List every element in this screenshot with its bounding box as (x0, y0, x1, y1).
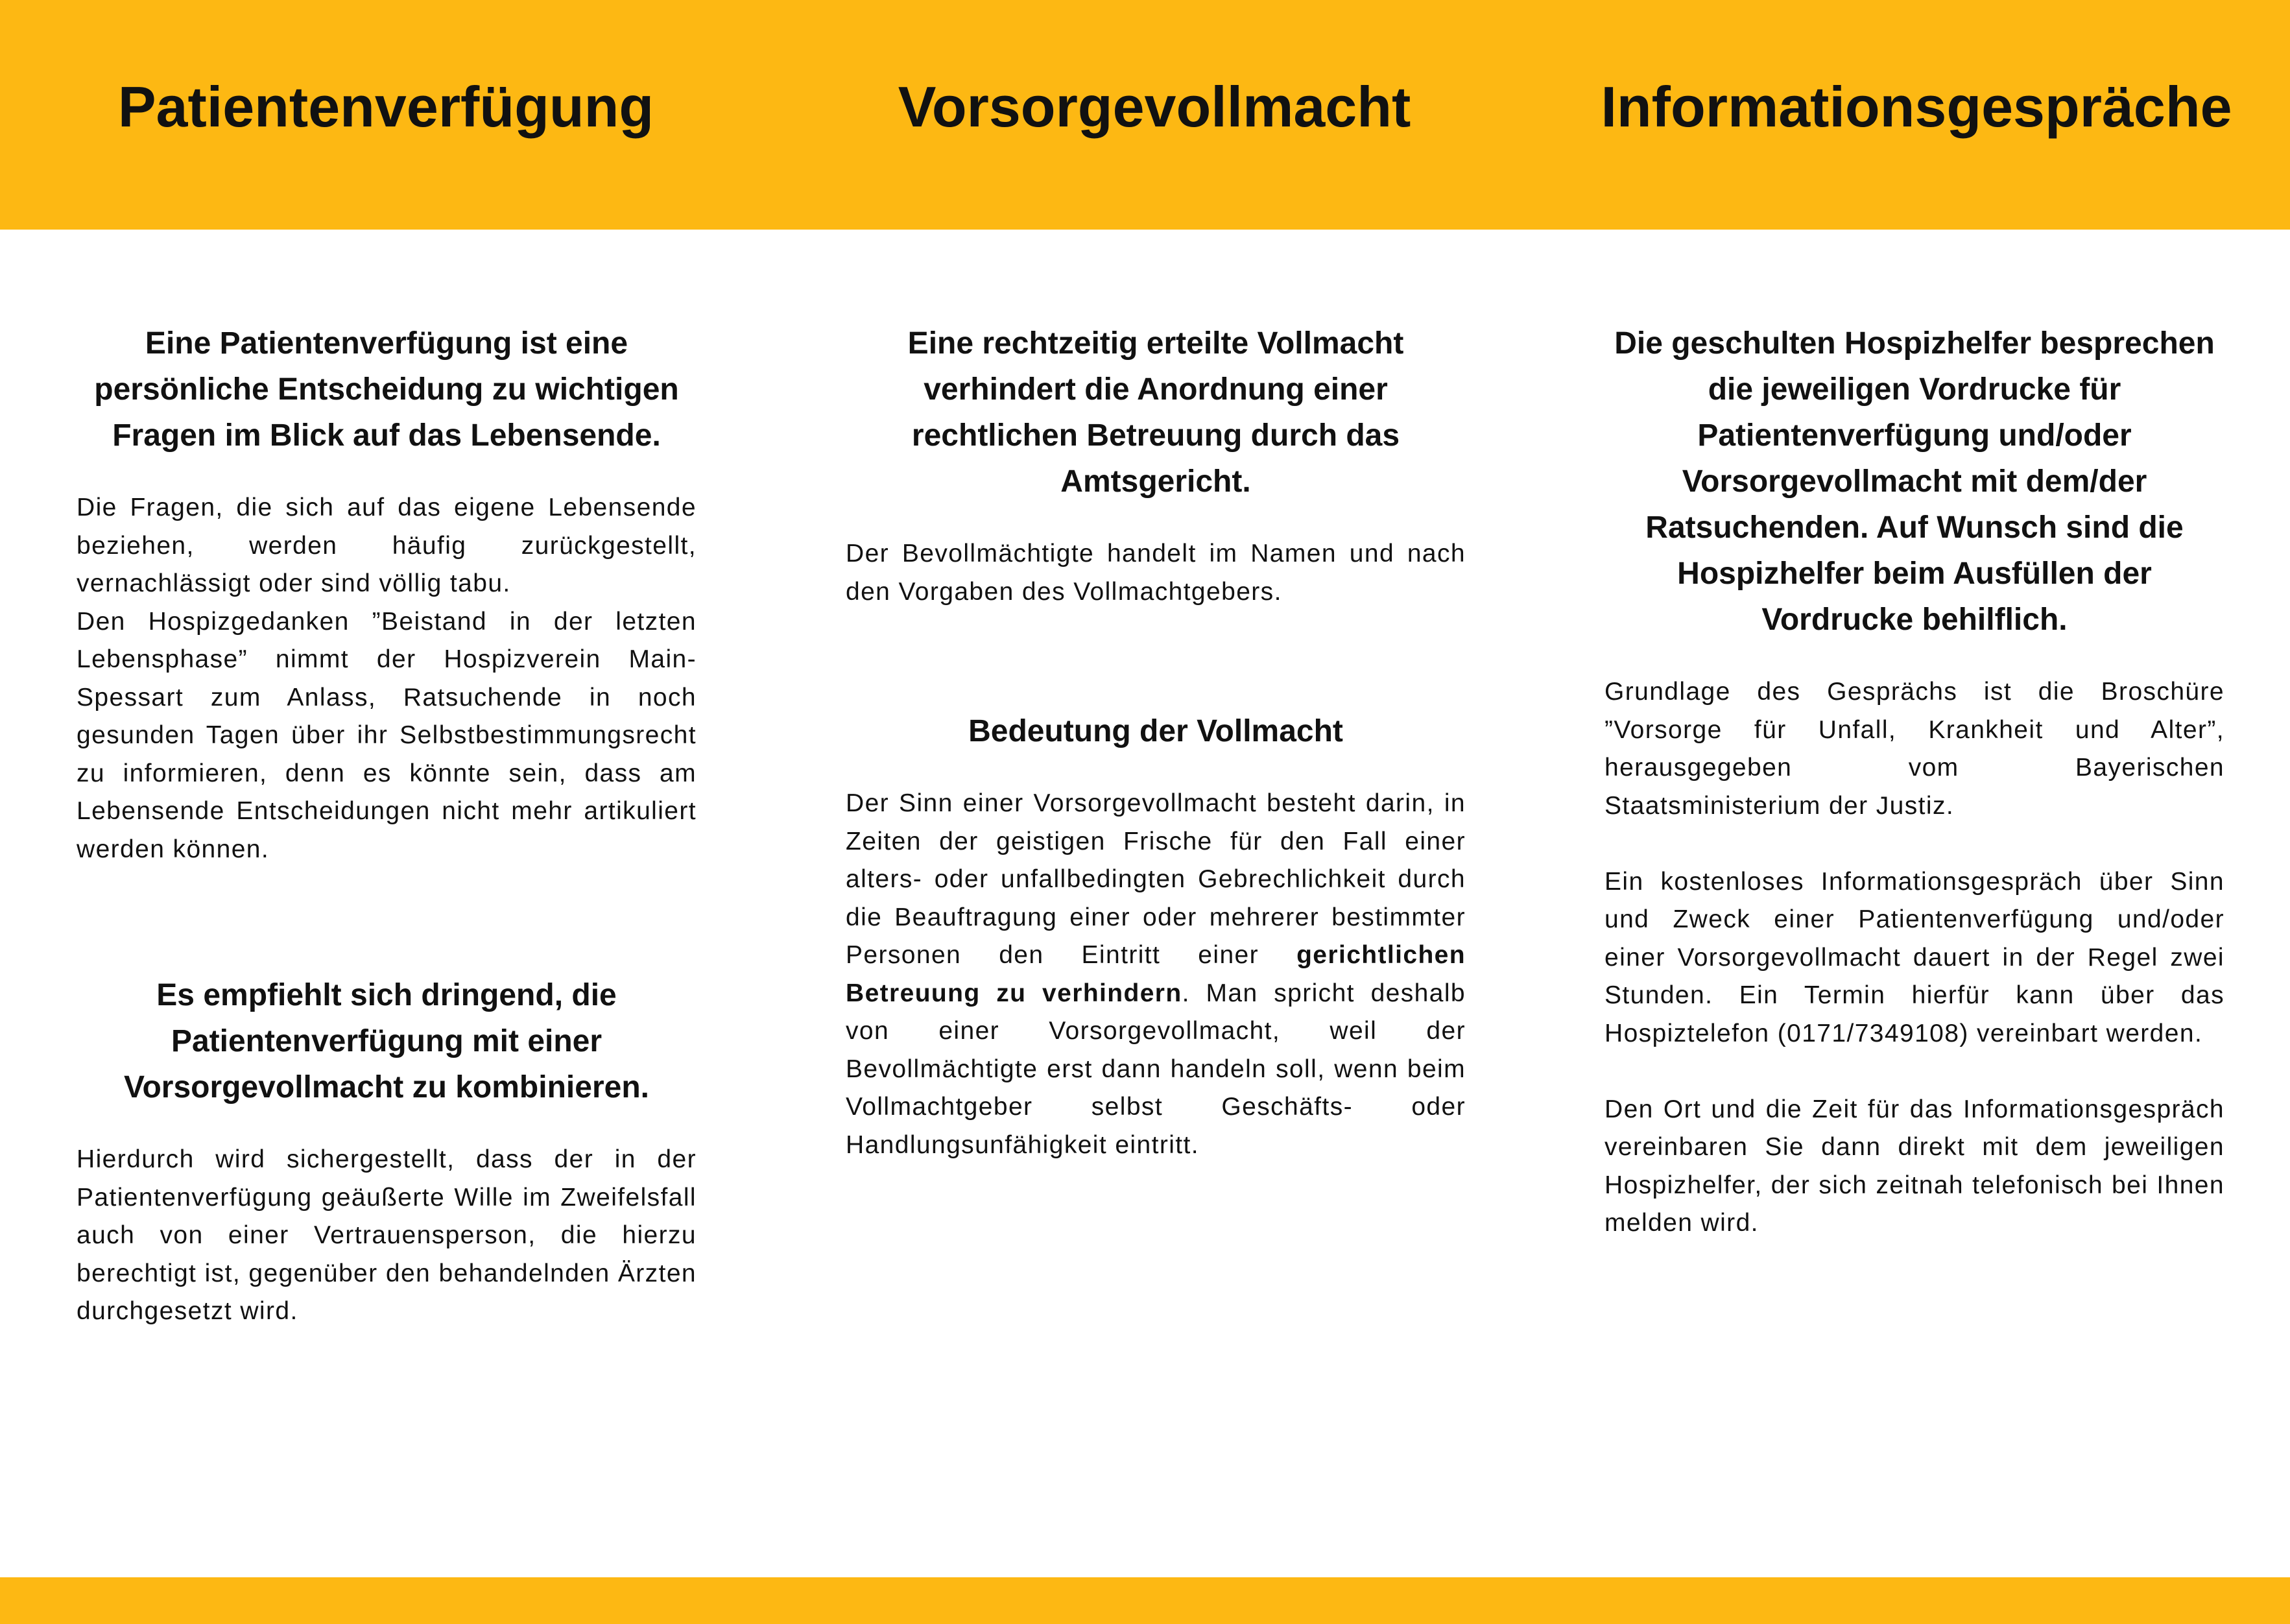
footer-band (0, 1577, 2290, 1624)
lead-text: Eine rechtzeitig erteilte Vollmacht verhindert die Anordnung einer rechtlichen Betreuung durch das Amtsgericht. (907, 326, 1404, 499)
paragraph-emphasis: gerichtlichen Betreuung zu verhindern (846, 941, 1466, 1007)
column-informationsgespraeche (1604, 320, 2224, 1243)
column-vorsorgevollmacht (846, 320, 1466, 1164)
column-patientenverfuegung (77, 320, 697, 1331)
paragraph-part: . Man spricht deshalb von einer Vorsorgevollmacht, weil der Bevollmächtigte erst dann handeln soll, wenn beim Vollmachtgeber selbst Geschäfts- oder Handlungsunfähigkeit eintritt. (846, 979, 1466, 1159)
paragraph: Ein kostenloses Informationsgespräch über Sinn und Zweck einer Patientenverfügung und/oder einer Vorsorgevollmacht dauert in der Regel zwei Stunden. Ein Termin hierfür kann über das Hospiztelefon (0171/7349108) vereinbart werden. (1604, 867, 2224, 1047)
paragraph (846, 785, 1466, 1164)
lead-text: Eine Patientenverfügung ist eine persönliche Entscheidung zu wichtigen Fragen im Blick auf das Lebensende. (94, 326, 679, 453)
title-patientenverfuegung: Patientenverfügung (117, 75, 654, 139)
title-informationsgespraeche: Informationsgespräche (1601, 75, 2232, 139)
title-vorsorgevollmacht: Vorsorgevollmacht (898, 75, 1411, 139)
paragraph: Den Hospizgedanken ”Beistand in der letzten Lebensphase” nimmt der Hospizverein Main-Spessart zum Anlass, Ratsuchende in noch gesunden Tagen über ihr Selbstbestimmungsrecht zu informieren, denn es könnte sein, dass am Lebensende Entscheidungen nicht mehr artikuliert werden können. (77, 607, 697, 863)
paragraph: Die Fragen, die sich auf das eigene Lebensende beziehen, werden häufig zurückgestellt, vernachlässigt oder sind völlig tabu. (77, 494, 697, 597)
paragraph: Den Ort und die Zeit für das Informationsgespräch vereinbaren Sie dann direkt mit dem jeweiligen Hospizhelfer, der sich zeitnah telefonisch bei Ihnen melden wird. (1604, 1095, 2224, 1237)
subheading: Bedeutung der Vollmacht (968, 714, 1343, 748)
paragraph: Hierdurch wird sichergestellt, dass der in der Patientenverfügung geäußerte Wille im Zweifelsfall auch von einer Vertrauensperson, die hierzu berechtigt ist, gegenüber den behandelnden Ärzten durchgesetzt wird. (77, 1145, 697, 1325)
paragraph: Der Bevollmächtigte handelt im Namen und nach den Vorgaben des Vollmachtgebers. (846, 540, 1466, 606)
paragraph-part: Der Sinn einer Vorsorgevollmacht besteht darin, in Zeiten der geistigen Frische für den Fall einer alters- oder unfallbedingten Gebrechlichkeit durch die Beauftragung einer oder mehrerer bestimmter Personen den Eintritt einer (846, 789, 1466, 969)
subheading: Es empfiehlt sich dringend, die Patientenverfügung mit einer Vorsorgevollmacht zu kombinieren. (124, 978, 649, 1105)
lead-text: Die geschulten Hospizhelfer besprechen die jeweiligen Vordrucke für Patientenverfügung und/oder Vorsorgevollmacht mit dem/der Ratsuchenden. Auf Wunsch sind die Hospizhelfer beim Ausfüllen der Vordrucke behilflich. (1614, 326, 2215, 637)
paragraph: Grundlage des Gesprächs ist die Broschüre ”Vorsorge für Unfall, Krankheit und Alter”, herausgegeben vom Bayerischen Staatsministerium der Justiz. (1604, 678, 2224, 820)
